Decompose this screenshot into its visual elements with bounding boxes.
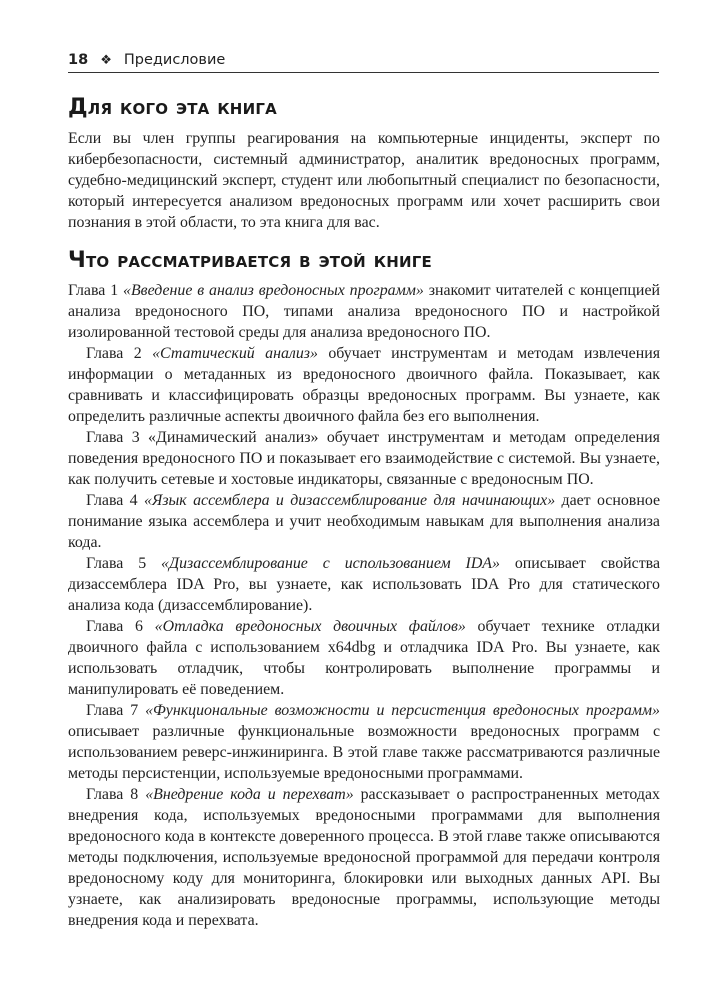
chapter-label: Глава 2 [86,345,153,362]
chapter-paragraph [68,280,660,343]
chapter-label: Глава 5 [86,555,162,572]
chapter-title: «Динамический анализ» [148,429,319,446]
chapter-title: «Статический анализ» [152,345,318,362]
chapter-title: «Отладка вредоносных двоичных файлов» [154,618,466,635]
chapter-paragraph [68,616,660,700]
chapter-paragraph [68,553,660,616]
chapter-label: Глава 4 [86,492,144,509]
chapter-description: обучает инструментам и методам определения поведения вредоносного ПО и показывает его взаимодействие с системой. Вы узнаете, как получить сетевые и хостовые индикаторы, связанные с вредоносным ПО. [68,429,660,488]
ornament-icon: ❖ [100,52,112,68]
chapter-label: Глава 3 [86,429,149,446]
page-number: 18 [68,52,89,68]
running-header-section: Предисловие [123,52,226,68]
chapter-paragraph [68,490,660,553]
chapter-paragraph [68,784,660,931]
chapter-title: «Функциональные возможности и персистенция вредоносных программ» [145,702,660,719]
chapter-list [68,280,660,931]
audience-paragraph: Если вы член группы реагирования на компьютерные инциденты, эксперт по кибербезопасности, системный администратор, аналитик вредоносных программ, судебно-медицинский эксперт, студент или любопытный специалист по безопасности, который интересуется анализом вредоносных программ или хочет расширить свои познания в этой области, то эта книга для вас. [68,130,660,231]
chapter-description: обучает технике отладки двоичного файла с использованием x64dbg и отладчика IDA Pro. Вы узнаете, как использовать отладчик, чтобы контролировать выполнение программы и манипулировать её поведением. [68,618,660,698]
chapter-title: «Введение в анализ вредоносных программ» [123,282,424,299]
chapter-description: описывает различные функциональные возможности вредоносных программ с использованием реверс-инжиниринга. В этой главе также рассматриваются различные методы персистенции, используемые вредоносными программами. [68,723,660,782]
chapter-title: «Язык ассемблера и дизассемблирование для начинающих» [143,492,556,509]
chapter-paragraph [68,700,660,784]
chapter-paragraph [68,343,660,427]
chapter-description: рассказывает о распространенных методах внедрения кода, используемых вредоносными программами для выполнения вредоносного кода в контексте доверенного процесса. В этой главе также описываются методы подключения, используемые вредоносной программой для передачи контроля вредоносному коду для мониторинга, блокировки или выходных данных API. Вы узнаете, как анализировать вредоносные программы, использующие методы внедрения кода и перехвата. [68,786,660,929]
chapter-description: описывает свойства дизассемблера IDA Pro, вы узнаете, как использовать IDA Pro для статического анализа кода (дизассемблирование). [68,555,660,614]
running-header [68,52,659,73]
chapter-label: Глава 6 [86,618,155,635]
chapter-title: «Внедрение кода и перехват» [145,786,354,803]
chapter-description: дает основное понимание языка ассемблера и учит необходимым навыкам для выполнения анализа кода. [68,492,661,551]
section-heading-contents: Что рассматривается в этой книге [68,248,432,273]
chapter-label: Глава 1 [68,282,124,299]
page-body [68,95,660,931]
chapter-description: знакомит читателей с концепцией анализа вредоносного ПО, типами анализа вредоносного ПО и настройкой изолированной тестовой среды для анализа вредоносного ПО. [68,282,660,341]
chapter-paragraph [68,427,660,490]
chapter-label: Глава 7 [86,702,146,719]
section-heading-audience: Для кого эта книга [68,95,277,120]
chapter-description: обучает инструментам и методам извлечения информации о метаданных из вредоносного двоичного файла. Показывает, как сравнивать и классифицировать образцы вредоносных программ. Вы узнаете, как определить различные аспекты двоичного файла без его выполнения. [68,345,661,425]
chapter-label: Глава 8 [86,786,146,803]
chapter-title: «Дизассемблирование с использованием IDA» [161,555,500,572]
